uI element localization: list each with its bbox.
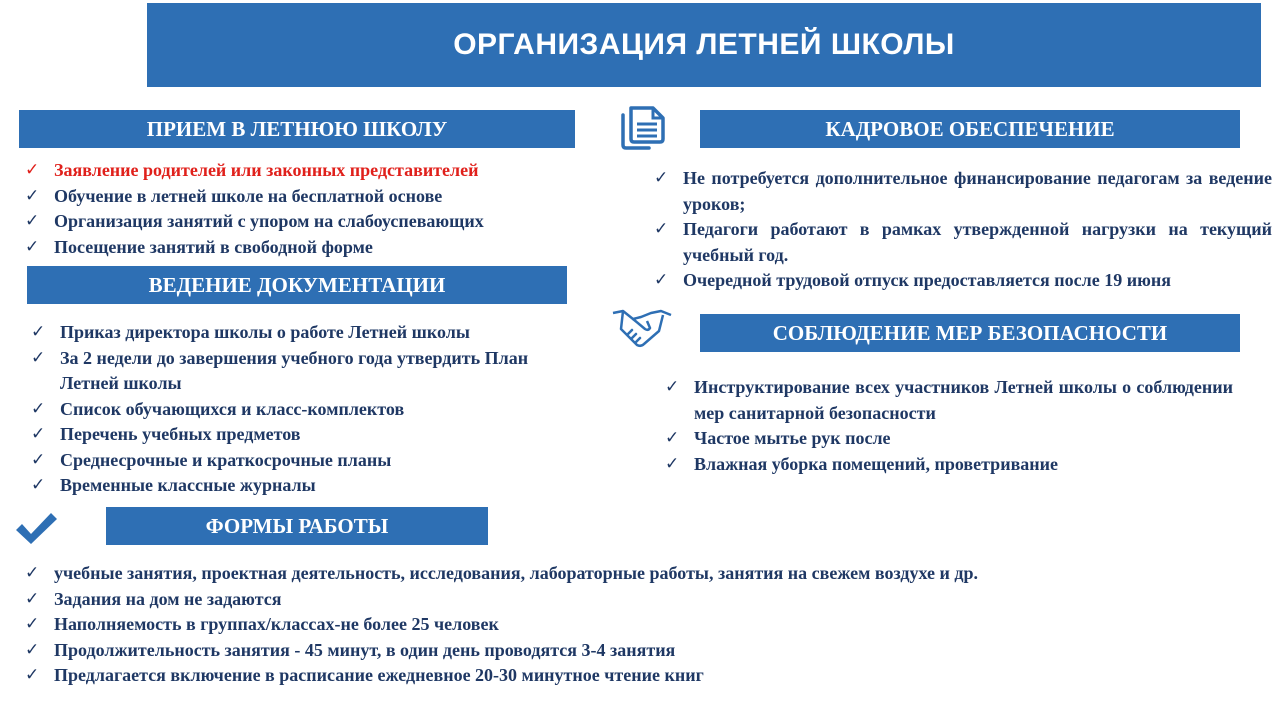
list-item xyxy=(23,235,583,261)
staffing-header-text: КАДРОВОЕ ОБЕСПЕЧЕНИЕ xyxy=(825,116,1115,141)
staffing-header xyxy=(700,110,1240,148)
check-bullet-icon: ✓ xyxy=(31,475,46,495)
check-bullet-icon: ✓ xyxy=(25,665,40,685)
list-item xyxy=(29,473,589,499)
work-forms-header-text: ФОРМЫ РАБОТЫ xyxy=(205,513,389,538)
page-title: ОРГАНИЗАЦИЯ ЛЕТНЕЙ ШКОЛЫ xyxy=(453,28,955,61)
check-bullet-icon: ✓ xyxy=(654,168,669,188)
work-forms-list xyxy=(23,561,1263,689)
safety-list xyxy=(663,375,1233,477)
list-item-text: Приказ директора школы о работе Летней школы xyxy=(60,322,470,342)
staffing-list xyxy=(652,166,1272,294)
list-item-text: Инструктирование всех участников Летней школы о соблюдении мер санитарной безопасности xyxy=(694,377,1233,423)
document-icon xyxy=(617,105,667,151)
check-bullet-icon: ✓ xyxy=(25,639,40,660)
documentation-header-text: ВЕДЕНИЕ ДОКУМЕНТАЦИИ xyxy=(148,272,446,297)
list-item xyxy=(663,375,1233,426)
list-item xyxy=(29,346,589,397)
list-item xyxy=(652,217,1272,268)
list-item-text: Посещение занятий в свободной форме xyxy=(54,236,373,257)
documentation-list xyxy=(29,320,589,499)
checkmark-icon xyxy=(14,510,58,546)
work-forms-header xyxy=(106,507,488,545)
check-bullet-icon: ✓ xyxy=(25,563,40,583)
list-item-text: Влажная уборка помещений, проветривание xyxy=(694,453,1059,474)
list-item-text: Продолжительность занятия - 45 минут, в один день проводятся 3-4 занятия xyxy=(54,639,676,660)
list-item xyxy=(29,448,589,474)
check-bullet-icon: ✓ xyxy=(654,219,669,239)
list-item-text: Обучение в летней школе на бесплатной основе xyxy=(54,185,443,206)
admission-header xyxy=(19,110,575,148)
admission-header-text: ПРИЕМ В ЛЕТНЮЮ ШКОЛУ xyxy=(146,116,448,141)
list-item-text: Наполняемость в группах/классах-не более 25 человек xyxy=(54,614,499,634)
list-item-text: Педагоги работают в рамках утвержденной нагрузки на текущий учебный год. xyxy=(683,219,1272,265)
safety-header xyxy=(700,314,1240,352)
list-item xyxy=(23,663,1263,689)
list-item-text: Очередной трудовой отпуск предоставляется после 19 июня xyxy=(683,270,1171,290)
list-item-text: Временные классные журналы xyxy=(60,475,316,495)
list-item xyxy=(29,320,589,346)
check-bullet-icon: ✓ xyxy=(665,453,680,474)
handshake-icon xyxy=(611,307,673,349)
list-item-text: За 2 недели до завершения учебного года утвердить План Летней школы xyxy=(60,347,529,393)
list-item xyxy=(23,612,1263,638)
list-item xyxy=(652,166,1272,217)
list-item-text: Организация занятий с упором на слабоуспевающих xyxy=(54,211,484,231)
check-bullet-icon: ✓ xyxy=(25,236,40,257)
check-bullet-icon: ✓ xyxy=(25,160,40,180)
list-item-text: Предлагается включение в расписание ежедневное 20-30 минутное чтение книг xyxy=(54,665,704,685)
check-bullet-icon: ✓ xyxy=(665,377,680,397)
list-item-text: Список обучающихся и класс-комплектов xyxy=(60,398,405,419)
list-item xyxy=(652,268,1272,294)
list-item xyxy=(663,452,1233,478)
safety-header-text: СОБЛЮДЕНИЕ МЕР БЕЗОПАСНОСТИ xyxy=(772,320,1168,345)
list-item xyxy=(663,426,1233,452)
check-bullet-icon: ✓ xyxy=(654,270,669,290)
list-item xyxy=(29,397,589,423)
list-item xyxy=(29,422,589,448)
list-item-text: Среднесрочные и краткосрочные планы xyxy=(60,449,392,470)
check-bullet-icon: ✓ xyxy=(31,322,46,342)
check-bullet-icon: ✓ xyxy=(25,211,40,231)
check-bullet-icon: ✓ xyxy=(25,614,40,634)
check-bullet-icon: ✓ xyxy=(25,588,40,609)
title-banner xyxy=(147,3,1261,87)
check-bullet-icon: ✓ xyxy=(665,428,680,448)
admission-list xyxy=(23,158,583,260)
list-item xyxy=(23,561,1263,587)
list-item xyxy=(23,638,1263,664)
list-item xyxy=(23,158,583,184)
list-item xyxy=(23,184,583,210)
list-item xyxy=(23,587,1263,613)
check-bullet-icon: ✓ xyxy=(31,424,46,444)
check-bullet-icon: ✓ xyxy=(31,347,46,368)
check-bullet-icon: ✓ xyxy=(31,398,46,419)
list-item-text: учебные занятия, проектная деятельность, исследования, лабораторные работы, занятия на свежем воздухе и др. xyxy=(54,563,979,583)
check-bullet-icon: ✓ xyxy=(31,449,46,470)
documentation-header xyxy=(27,266,567,304)
list-item xyxy=(23,209,583,235)
list-item-text: Не потребуется дополнительное финансирование педагогам за ведение уроков; xyxy=(683,168,1272,214)
list-item-text: Частое мытье рук после xyxy=(694,428,891,448)
list-item-text: Перечень учебных предметов xyxy=(60,424,301,444)
list-item-text: Задания на дом не задаются xyxy=(54,588,282,609)
list-item-text: Заявление родителей или законных представителей xyxy=(54,160,479,180)
check-bullet-icon: ✓ xyxy=(25,185,40,206)
